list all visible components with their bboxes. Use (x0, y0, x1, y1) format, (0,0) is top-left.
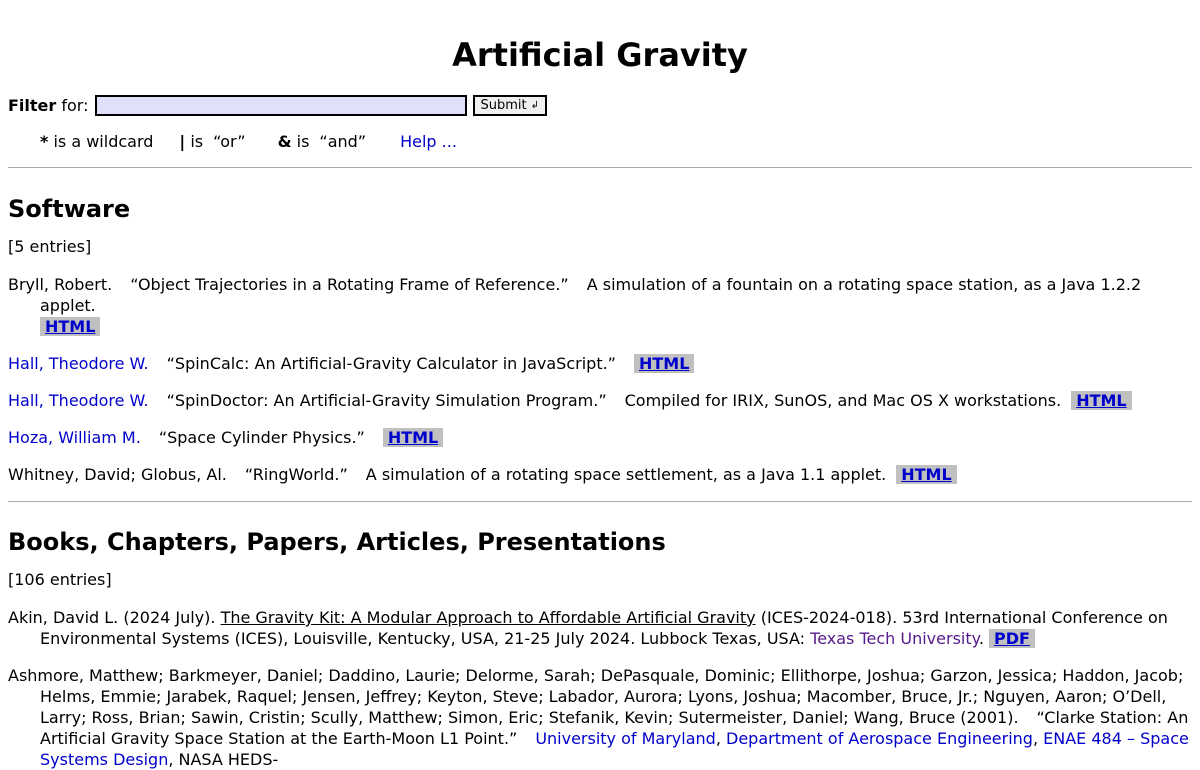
course-link[interactable]: ENAE 484 – Space Systems Design (40, 729, 1189, 769)
or-text: is (185, 131, 204, 151)
university-link[interactable]: University of Maryland (535, 729, 716, 748)
books-heading: Books, Chapters, Papers, Articles, Presentations (8, 528, 666, 556)
entry-author: Akin, David L. (2024 July). (8, 608, 216, 627)
pdf-link-button[interactable]: PDF (989, 629, 1035, 648)
filter-label-bold: Filter (8, 95, 57, 115)
entry-title: “SpinDoctor: An Artificial-Gravity Simulation Program.” (166, 391, 607, 410)
books-count: [106 entries] (8, 570, 112, 589)
entry-publisher-prefix: Lubbock Texas, USA: (640, 629, 806, 648)
html-link-button[interactable]: HTML (40, 317, 100, 336)
entry-author: Whitney, David; Globus, Al. (8, 465, 227, 484)
divider (8, 167, 1192, 168)
filter-label (8, 96, 89, 115)
filter-form (8, 93, 1192, 117)
entry-description: A simulation of a fountain on a rotating space station, as a Java 1.2.2 applet. (40, 275, 1142, 315)
entry-title: “RingWorld.” (244, 465, 348, 484)
list-item (8, 390, 1192, 411)
author-link[interactable]: Hall, Theodore W. (8, 354, 149, 373)
entry-tail: NASA HEDS- (178, 750, 279, 769)
submit-button[interactable] (473, 95, 548, 116)
list-item (8, 607, 1192, 649)
list-item (8, 274, 1192, 337)
entry-title: “Object Trajectories in a Rotating Frame of Reference.” (130, 275, 569, 294)
list-item (8, 353, 1192, 374)
html-link-button[interactable]: HTML (383, 428, 443, 447)
html-link-button[interactable]: HTML (896, 465, 956, 484)
author-link[interactable]: Hall, Theodore W. (8, 391, 149, 410)
entry-title: “Space Cylinder Physics.” (158, 428, 365, 447)
software-count: [5 entries] (8, 237, 92, 256)
filter-hints (8, 129, 1192, 153)
divider (8, 501, 1192, 502)
entry-punct: . (978, 629, 984, 648)
filter-label-rest: for: (56, 95, 89, 115)
return-icon: ↲ (530, 99, 540, 111)
department-link[interactable]: Department of Aerospace Engineering (726, 729, 1033, 748)
help-link[interactable]: Help ... (400, 131, 457, 151)
submit-label: Submit (480, 97, 527, 113)
html-link-button[interactable]: HTML (1071, 391, 1131, 410)
entry-description: A simulation of a rotating space settlement, as a Java 1.1 applet. (365, 465, 887, 484)
entry-description: Compiled for IRIX, SunOS, and Mac OS X workstations. (624, 391, 1062, 410)
wildcard-text: is a wildcard (48, 131, 154, 151)
html-link-button[interactable]: HTML (634, 354, 694, 373)
and-text: is (291, 131, 310, 151)
list-item: Ashmore, Matthew; Barkmeyer, Daniel; Daddino, Laurie; Delorme, Sarah; DePasquale, Dominic; Ellithorpe, Joshua; Garzon, Jessica; Haddon, Jacob; Helms, Emmie; Jarabek, Raquel; Jensen, Jeffrey; Keyton, Steve; Labador, Aurora; Lyons, Joshua; Macomber, Bruce, Jr.; Nguyen, Aaron; O’Dell, Larry; Ross, Brian; Sawin, Cristin; Scully, Matthew; Simon, Eric; Stefanik, Kevin; Sutermeister, Daniel; Wang, Bruce (2001). “Clarke Station: An Artificial Gravity Space Station at the Earth-Moon L1 Point.” University of Maryland, Department of Aerospace Engineering, ENAE 484 – Space Systems Design, NASA HEDS- (8, 666, 1189, 769)
and-quote: “and” (319, 131, 367, 151)
or-quote: “or” (213, 131, 246, 151)
entry-title: “Clarke Station: An Artificial Gravity Space Station at the Earth-Moon L1 Point.” (40, 708, 1189, 748)
author-link[interactable]: Hoza, William M. (8, 428, 141, 447)
page-title: Artificial Gravity (452, 36, 748, 74)
software-heading: Software (8, 195, 131, 223)
entry-code: (ICES-2024-018). (760, 608, 898, 627)
filter-input[interactable] (95, 95, 467, 116)
entry-author: Bryll, Robert. (8, 275, 113, 294)
publisher-link[interactable]: Texas Tech University (810, 629, 979, 648)
or-symbol: | (179, 131, 186, 151)
entry-title: The Gravity Kit: A Modular Approach to Affordable Artificial Gravity (220, 608, 756, 627)
list-item (8, 464, 1192, 485)
wildcard-symbol: * (40, 131, 49, 151)
and-symbol: & (277, 131, 292, 151)
entry-venue: 53rd International Conference on Environmental Systems (ICES), Louisville, Kentucky, USA, 21-25 July 2024. (40, 608, 1168, 648)
list-item (8, 427, 1192, 448)
entry-title: “SpinCalc: An Artificial-Gravity Calculator in JavaScript.” (166, 354, 616, 373)
entry-authors: Ashmore, Matthew; Barkmeyer, Daniel; Daddino, Laurie; Delorme, Sarah; DePasquale, Dominic; Ellithorpe, Joshua; Garzon, Jessica; Haddon, Jacob; Helms, Emmie; Jarabek, Raquel; Jensen, Jeffrey; Keyton, Steve; Labador, Aurora; Lyons, Joshua; Macomber, Bruce, Jr.; Nguyen, Aaron; O’Dell, Larry; Ross, Brian; Sawin, Cristin; Scully, Matthew; Simon, Eric; Stefanik, Kevin; Sutermeister, Daniel; Wang, Bruce (2001). (8, 666, 1184, 727)
